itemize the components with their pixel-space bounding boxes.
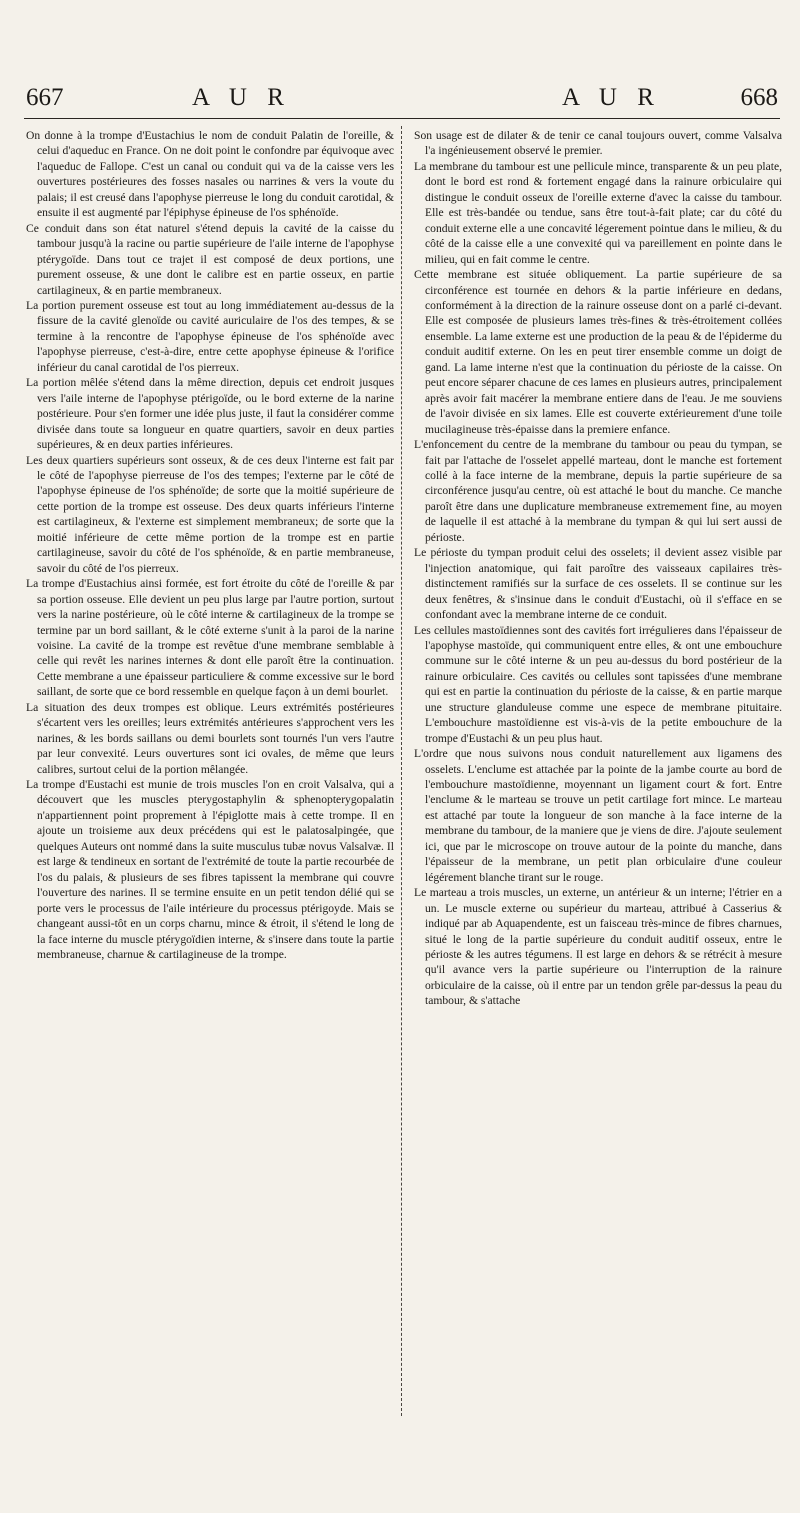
paragraph: La situation des deux trompes est oblique. Leurs extrémités postérieures s'écartent vers les oreilles; leurs extrémités antérieures s'approchent vers les narines, & les bords saillans ou demi bourlets sont tournés l'un vers l'autre par leur convexité. Leurs ouvertures sont ici ovales, de même que leurs calibres, surtout celui de la portion mêlangée.	[26, 700, 394, 776]
column-right	[414, 128, 782, 1009]
paragraph: On donne à la trompe d'Eustachius le nom de conduit Palatin de l'oreille, & celui d'aqueduc en France. On ne doit point le confondre par équivoque avec l'aqueduc de Fallope. C'est un canal ou conduit qui va de la caisse vers les ouvertures postérieures des fosses nasales ou narrines & vers la voute du palais; il est creusé dans l'apophyse pierreuse le long du conduit carotidal, & ensuite il est augmenté par l'épiphyse épineuse de l'os sphénoïde.	[26, 129, 394, 220]
paragraph: Les cellules mastoïdiennes sont des cavités fort irrégulieres dans l'épaisseur de l'apophyse mastoïde, qui communiquent entre elles, & ont une embouchure commune sur le côté interne & un peu au-dessus du bord postérieur de la rainure orbiculaire. Ces cavités ou cellules sont tapissées d'une membrane qui est en partie la continuation du périoste de la caisse, & en partie marque une structure glanduleuse comme une espece de membrane pituitaire. L'embouchure mastoïdienne est vis-à-vis de la petite embouchure de la trompe d'Eustachi & un peu plus haut.	[414, 623, 782, 745]
paragraph: Son usage est de dilater & de tenir ce canal toujours ouvert, comme Valsalva l'a ingénieusement observé le premier.	[414, 129, 782, 158]
paragraph: L'ordre que nous suivons nous conduit naturellement aux ligamens des osselets. L'enclume est attachée par la pointe de la jambe courte au bord de l'embouchure mastoïdienne, moyennant un ligament court & fort. Entre l'enclume & le marteau se trouve un petit cartilage fort mince. Le marteau est attaché par toute la longueur de son manche à la face interne de la membrane du tambour, de la maniere que je viens de dire. J'ajoute seulement ici, que par le microscope on trouve autour de la pointe du manche, dans l'épaisseur de la membrane, un petit plan orbiculaire d'une couleur légérement blanche tirant sur le rouge.	[414, 747, 782, 884]
paragraph: Le périoste du tympan produit celui des osselets; il devient assez visible par l'injection anatomique, qui fait paroître des vaisseaux capilaires très-distinctement ramifiés sur la surface de ces osselets. Il se continue sur les deux fenêtres, & s'insinue dans le conduit d'Eustachi, où il s'efface en se confondant avec la membrane interne de ce conduit.	[414, 546, 782, 622]
paragraph: La portion mêlée s'étend dans la même direction, depuis cet endroit jusques vers l'aile interne de l'apophyse ptérigoïde, ou le bord externe de la narine postérieure. Pour s'en former une idée plus juste, il faut la considérer comme divisée dans toute sa longueur en quatre quartiers, savoir en deux parties supérieures, & en deux parties inférieures.	[26, 376, 394, 452]
column-left	[26, 128, 394, 962]
headword-left: A U R	[192, 84, 291, 111]
running-header	[22, 84, 782, 128]
page-number-right: 668	[740, 84, 778, 111]
paragraph: La membrane du tambour est une pellicule mince, transparente & un peu plate, dont le bord est rond & fortement engagé dans la rainure orbiculaire qui distingue le conduit osseux de l'oreille externe d'avec la caisse du tambour. Elle est très-bandée ou tendue, sans être tout-à-fait plate; car du côté du conduit externe elle a une concavité légerement pointue dans le milieu, & du côté de la caisse elle a une convexité qui va pareillement en pointe dans le milieu, qui en fait comme le centre.	[414, 159, 782, 266]
header-rule	[24, 118, 780, 119]
paragraph: La portion purement osseuse est tout au long immédiatement au-dessus de la fissure de la cavité glenoïde ou cavité auriculaire de l'os des tempes, & se termine à la rencontre de l'apophyse épineuse de l'os sphénoïde avec l'apophyse pierreuse, c'est-à-dire, entre cette apophyse épineuse & l'orifice inférieur du canal carotidal de l'os pierreux.	[26, 298, 394, 374]
headword-right: A U R	[562, 84, 661, 111]
page-number-left: 667	[26, 84, 64, 111]
paragraph: Les deux quartiers supérieurs sont osseux, & de ces deux l'interne est fait par le côté de l'apophyse pierreuse de l'os des tempes; l'externe par le côté de l'apophyse épineuse de l'os sphénoïde; de sorte que la moitié supérieure de cette portion de la trompe est osseuse. Des deux quarts inférieurs l'interne est cartilagineux, & l'externe est simplement membraneux; de sorte que la moitié inférieure de cette même portion de la trompe est en partie cartilagineuse, savoir du côté de l'os sphénoïde, & en partie membraneuse, savoir du côté de l'os pierreux.	[26, 453, 394, 575]
paragraph: La trompe d'Eustachi est munie de trois muscles l'on en croit Valsalva, qui a découvert que les muscles pterygostaphylin & sphenopterygopalatin n'appartiennent point proprement à l'épiglotte mais à cette trompe. Il en ajoute un troisieme aux deux précédens qui est le palatosalpingée, que quelques Auteurs ont nommé dans la suite musculus tubæ novus Valsalvæ. Il est large & tendineux en sortant de l'extrémité de toute la partie recourbée de l'os du palais, & plusieurs de ses fibres tapissent la membrane qui couvre l'ouverture des narines. Il se termine ensuite en un petit tendon délié qui se porte vers le processus de l'aile intérieure du processus ptérigoyde. Mais se changeant aussi-tôt en un corps charnu, mince & étroit, il s'étend le long de la face interne du muscle ptérygoïdien interne, & s'insere dans toute la partie membraneuse, charnue & cartilagineuse de la trompe.	[26, 778, 394, 962]
column-divider	[401, 126, 403, 1416]
paragraph: L'enfoncement du centre de la membrane du tambour ou peau du tympan, se fait par l'attache de l'osselet appellé marteau, dont le manche est fortement collé à la face interne de la membrane, depuis la partie supérieure de sa circonférence jusqu'au centre, où est attaché le bout du manche. Ce manche paroît être dans une duplicature membraneuse extremement fine, au moyen de laquelle il est attaché à la membrane du tympan & qui lui sert aussi de périoste.	[414, 438, 782, 544]
paragraph: Ce conduit dans son état naturel s'étend depuis la cavité de la caisse du tambour jusqu'à la racine ou partie supérieure de l'aile interne de l'apophyse ptérygoïde. Dans tout ce trajet il est composé de deux portions, une purement osseuse, & une dont le calibre est en partie osseux, en partie cartilagineux, & en partie membraneux.	[26, 221, 394, 297]
paragraph: Cette membrane est située obliquement. La partie supérieure de sa circonférence est tournée en dehors & la partie inférieure en dedans, conformément à la direction de la rainure osseuse dont on a parlé ci-devant. Elle est composée de plusieurs lames très-fines & très-étroitement collées ensemble. La lame externe est une production de la peau & de l'épiderme du conduit auditif externe. On les en peut tirer ensemble comme un doigt de gand. La lame interne n'est que la continuation du périoste de la caisse. On peut encore séparer chacune de ces lames en plusieurs autres, principalement après avoir fait macérer la membrane entiere dans de l'eau. Je me souviens de l'avoir divisée en six lames. Elle est couverte extérieurement d'une toile mucilagineuse très-épaisse dans la premiere enfance.	[414, 268, 782, 436]
paragraph: Le marteau a trois muscles, un externe, un antérieur & un interne; l'étrier en a un. Le muscle externe ou supérieur du marteau, attribué à Casserius & indiqué par ab Aquapendente, est un faisceau très-mince de fibres charnues, situé le long de la partie supérieure du conduit auditif osseux, entre le périoste & les autres tégumens. Il est large en dehors & se rétrécit à mesure qu'il avance vers la partie supérieure ou l'interruption de la rainure orbiculaire de la caisse, où il entre par un tendon grêle par-dessus la peau du tambour, & s'attache	[414, 886, 782, 1008]
paragraph: La trompe d'Eustachius ainsi formée, est fort étroite du côté de l'oreille & par sa portion osseuse. Elle devient un peu plus large par l'autre portion, surtout vers la narine postérieure, où le côté interne & cartilagineux de la trompe se termine par un bord saillant, & le côté externe s'unit à la paroi de la narine voisine. La cavité de la trompe est revêtue d'une membrane semblable à celle qui revêt les narines internes & dont elle paroît être la continuation. Cette membrane a une épaisseur particuliere & comme excessive sur le bord saillant, de sorte que ce bord ressemble en quelque façon à un demi bourlet.	[26, 577, 394, 699]
